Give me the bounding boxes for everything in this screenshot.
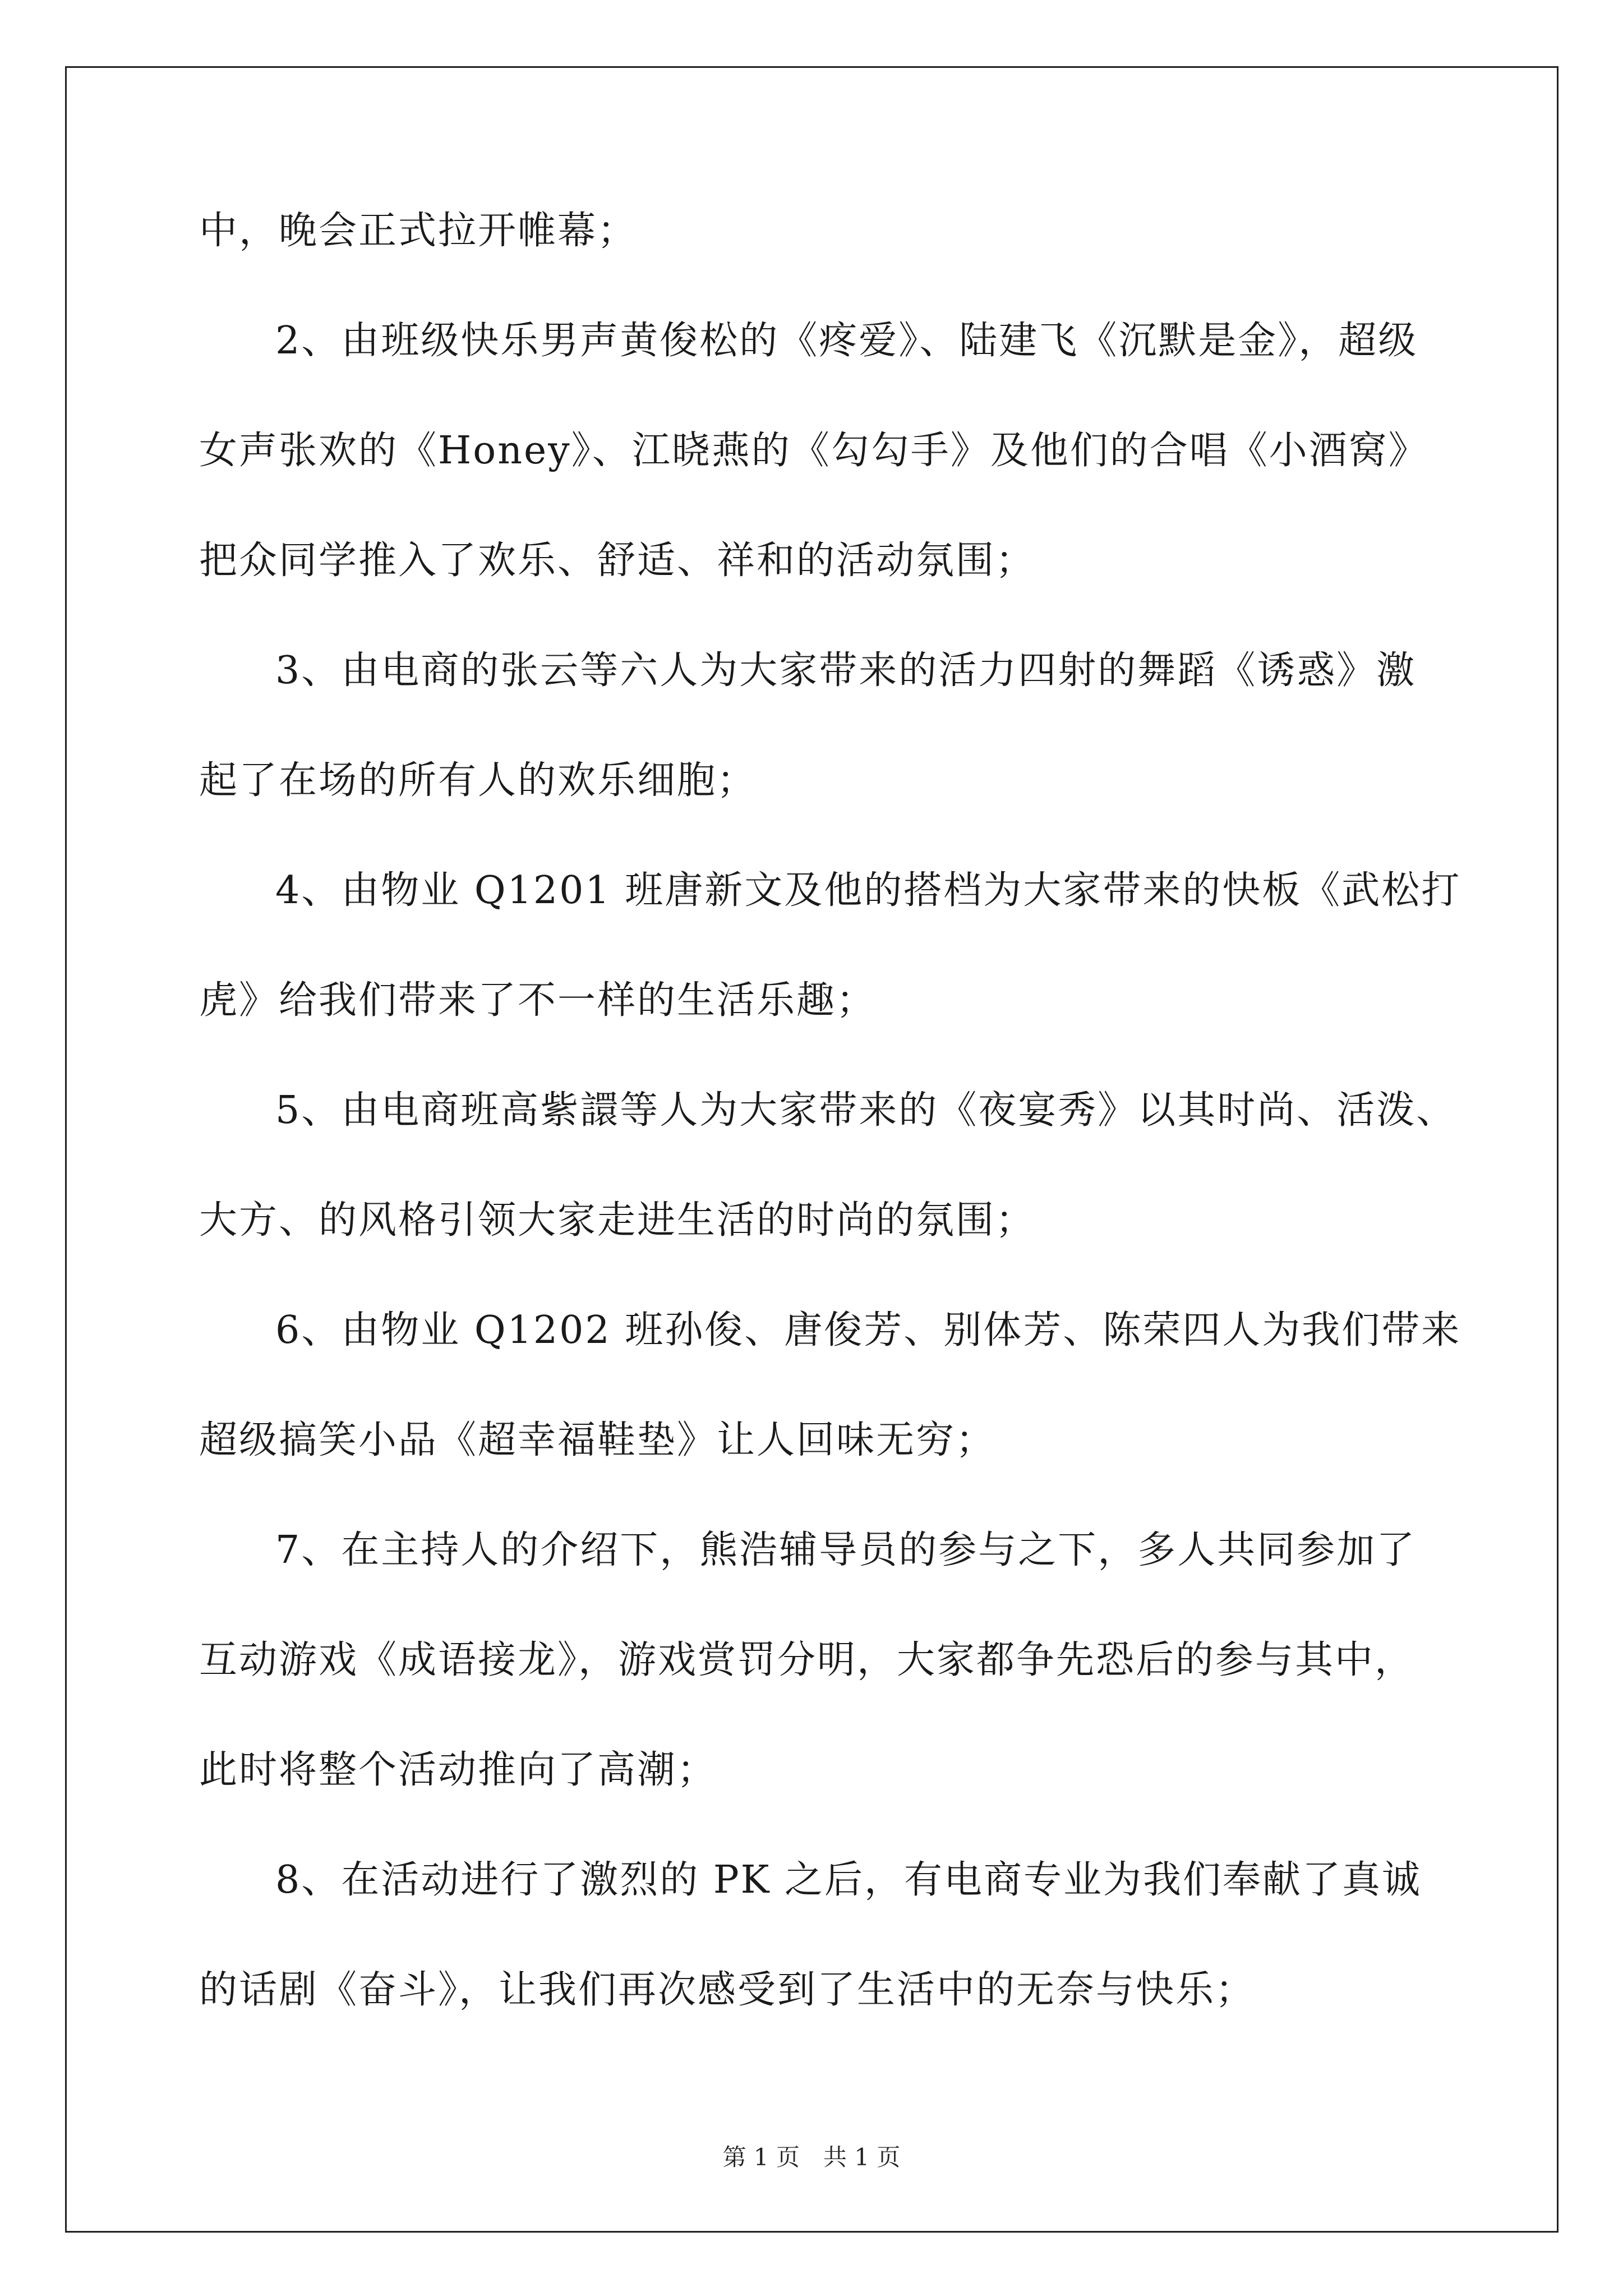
text-line-5: 3、由电商的张云等六人为大家带来的活力四射的舞蹈《诱惑》激 bbox=[275, 648, 1417, 693]
text-line-13: 7、在主持人的介绍下，熊浩辅导员的参与之下，多人共同参加了 bbox=[275, 1528, 1417, 1572]
text-line-10: 大方、的风格引领大家走进生活的时尚的氛围； bbox=[199, 1198, 1036, 1243]
text-line-12: 超级搞笑小品《超幸福鞋垫》让人回味无穷； bbox=[199, 1418, 996, 1462]
text-line-8: 虎》给我们带来了不一样的生活乐趣； bbox=[199, 978, 877, 1023]
document-body bbox=[199, 209, 1461, 2081]
text-line-6: 起了在场的所有人的欢乐细胞； bbox=[199, 758, 757, 803]
text-line-9: 5、由电商班高紫譞等人为大家带来的《夜宴秀》以其时尚、活泼、 bbox=[275, 1088, 1456, 1133]
text-line-15: 此时将整个活动推向了高潮； bbox=[199, 1748, 717, 1792]
page-number-footer: 第 1 页 共 1 页 bbox=[722, 2143, 901, 2171]
text-line-16: 8、在活动进行了激烈的 PK 之后，有电商专业为我们奉献了真诚 bbox=[275, 1858, 1422, 1902]
text-line-3: 女声张欢的《Honey》、江晓燕的《勾勾手》及他们的合唱《小酒窝》 bbox=[199, 429, 1428, 473]
text-line-17: 的话剧《奋斗》，让我们再次感受到了生活中的无奈与快乐； bbox=[199, 1968, 1256, 2012]
text-line-1: 中，晚会正式拉开帷幕； bbox=[199, 209, 638, 253]
text-line-11: 6、由物业 Q1202 班孙俊、唐俊芳、别体芳、陈荣四人为我们带来 bbox=[275, 1308, 1461, 1352]
text-line-2: 2、由班级快乐男声黄俊松的《疼爱》、陆建飞《沉默是金》，超级 bbox=[275, 319, 1418, 363]
text-line-14: 互动游戏《成语接龙》，游戏赏罚分明，大家都争先恐后的参与其中， bbox=[199, 1638, 1415, 1682]
text-line-7: 4、由物业 Q1201 班唐新文及他的搭档为大家带来的快板《武松打 bbox=[275, 868, 1461, 913]
text-line-4: 把众同学推入了欢乐、舒适、祥和的活动氛围； bbox=[199, 539, 1036, 583]
